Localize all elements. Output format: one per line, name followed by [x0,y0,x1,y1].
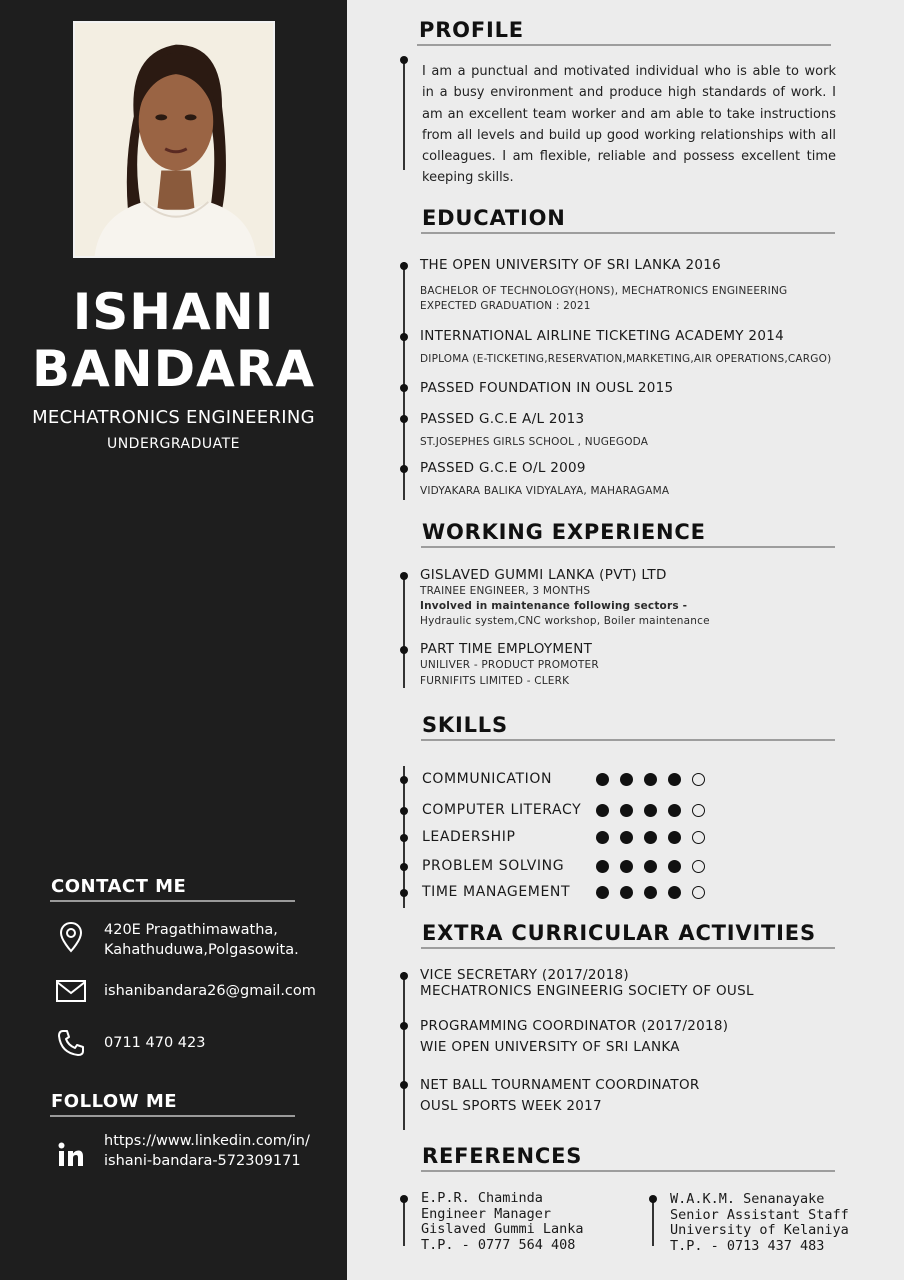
skill-rating [596,804,705,817]
experience-detail: Involved in maintenance following sectors - [420,600,688,612]
rating-dot-filled [596,860,609,873]
references-divider [421,1170,835,1172]
reference-org: University of Kelaniya [670,1222,849,1238]
activity-detail: OUSL SPORTS WEEK 2017 [420,1098,602,1114]
education-bullet [400,262,408,270]
profile-photo [73,21,275,258]
reference-position: Senior Assistant Staff [670,1206,849,1223]
reference-phone: T.P. - 0777 564 408 [421,1236,576,1253]
education-bullet [400,384,408,392]
profile-divider [417,44,831,46]
activity-title: NET BALL TOURNAMENT COORDINATOR [420,1077,700,1093]
rating-dot-filled [644,831,657,844]
rating-dot-filled [668,804,681,817]
rating-dot-empty [692,860,705,873]
rating-dot-empty [692,886,705,899]
rating-dot-filled [596,773,609,786]
references-timeline [652,1196,654,1246]
skill-bullet [400,776,408,784]
experience-detail: TRAINEE ENGINEER, 3 MONTHS [420,585,591,597]
phone-icon [54,1026,88,1060]
address-line1: 420E Pragathimawatha, [104,922,278,938]
experience-title: PART TIME EMPLOYMENT [420,641,593,657]
rating-dot-empty [692,773,705,786]
address-line2: Kahathuduwa,Polgasowita. [104,942,299,958]
experience-divider [421,546,835,548]
rating-dot-filled [668,831,681,844]
experience-detail: FURNIFITS LIMITED - CLERK [420,675,570,687]
education-detail: ST.JOSEPHES GIRLS SCHOOL , NUGEGODA [420,436,649,448]
mail-icon [54,974,88,1008]
reference-name: E.P.R. Chaminda [421,1190,543,1206]
phone-row[interactable] [54,1026,206,1060]
last-name: BANDARA [31,340,316,398]
skill-rating [596,886,705,899]
education-detail: BACHELOR OF TECHNOLOGY(HONS), MECHATRONICS ENGINEERING [420,285,788,297]
first-name: ISHANI [72,283,275,341]
activity-bullet [400,1081,408,1089]
rating-dot-filled [596,831,609,844]
rating-dot-filled [668,886,681,899]
rating-dot-empty [692,804,705,817]
education-title: INTERNATIONAL AIRLINE TICKETING ACADEMY 2014 [420,328,784,344]
skill-label: TIME MANAGEMENT [422,884,571,900]
skill-rating [596,773,705,786]
rating-dot-filled [644,886,657,899]
job-subtitle: UNDERGRADUATE [106,436,241,452]
education-title: PASSED FOUNDATION IN OUSL 2015 [420,380,674,396]
skill-bullet [400,889,408,897]
linkedin-line2[interactable]: ishani-bandara-572309171 [104,1153,301,1169]
experience-detail: Hydraulic system,CNC workshop, Boiler maintenance [420,615,710,627]
experience-detail: UNILIVER - PRODUCT PROMOTER [420,659,599,671]
skill-label: LEADERSHIP [422,829,516,845]
follow-heading: FOLLOW ME [51,1091,178,1112]
email-text[interactable]: ishanibandara26@gmail.com [104,983,316,999]
profile-bullet [400,56,408,64]
skill-bullet [400,863,408,871]
skills-heading: SKILLS [422,713,508,737]
reference-phone: T.P. - 0713 437 483 [670,1237,825,1254]
skill-rating [596,831,705,844]
rating-dot-filled [620,804,633,817]
profile-text: I am a punctual and motivated individual who is able to work in a busy environment and produce high standards of work. I am an excellent team worker and am able to take instructions from all levels and build up good working relationships with all colleagues. I am flexible, reliable and possess excellent time keeping skills. [422,64,836,186]
rating-dot-filled [668,773,681,786]
rating-dot-filled [644,804,657,817]
activities-divider [421,947,835,949]
location-pin-icon [54,920,88,954]
rating-dot-filled [644,860,657,873]
rating-dot-filled [596,804,609,817]
skill-label: COMMUNICATION [422,771,553,787]
activity-title: PROGRAMMING COORDINATOR (2017/2018) [420,1018,729,1034]
sidebar [0,0,347,1280]
rating-dot-filled [596,886,609,899]
linkedin-icon [54,1138,88,1172]
main-content [347,0,904,1280]
reference-bullet [649,1195,657,1203]
reference-org: Gislaved Gummi Lanka [421,1221,584,1237]
education-heading: EDUCATION [422,206,566,230]
experience-heading: WORKING EXPERIENCE [422,520,706,544]
phone-text[interactable]: 0711 470 423 [104,1035,206,1051]
linkedin-row[interactable] [54,1133,310,1172]
reference-name: W.A.K.M. Senanayake [670,1191,825,1207]
education-title: PASSED G.C.E O/L 2009 [420,460,586,476]
contact-heading: CONTACT ME [51,876,187,897]
activity-detail: MECHATRONICS ENGINEERIG SOCIETY OF OUSL [420,983,754,999]
references-timeline [403,1196,405,1246]
skill-bullet [400,807,408,815]
address-row [54,920,299,958]
rating-dot-filled [620,773,633,786]
education-title: THE OPEN UNIVERSITY OF SRI LANKA 2016 [420,257,722,273]
linkedin-line1[interactable]: https://www.linkedin.com/in/ [104,1133,310,1149]
activity-detail: WIE OPEN UNIVERSITY OF SRI LANKA [420,1039,680,1055]
follow-divider [50,1115,295,1117]
education-bullet [400,333,408,341]
rating-dot-empty [692,831,705,844]
skills-divider [421,739,835,741]
email-row[interactable] [54,974,316,1008]
profile-heading: PROFILE [419,18,524,42]
skill-label: PROBLEM SOLVING [422,858,565,874]
skill-rating [596,860,705,873]
skill-bullet [400,834,408,842]
reference-bullet [400,1195,408,1203]
rating-dot-filled [620,860,633,873]
education-detail: EXPECTED GRADUATION : 2021 [420,300,591,312]
references-heading: REFERENCES [422,1144,583,1168]
reference-position: Engineer Manager [421,1205,552,1222]
experience-title: GISLAVED GUMMI LANKA (PVT) LTD [420,567,667,583]
reference-card [421,1191,584,1253]
rating-dot-filled [620,831,633,844]
education-title: PASSED G.C.E A/L 2013 [420,411,585,427]
skill-label: COMPUTER LITERACY [422,802,582,818]
education-bullet [400,465,408,473]
activities-timeline [403,972,405,1130]
education-detail: VIDYAKARA BALIKA VIDYALAYA, MAHARAGAMA [420,485,670,497]
experience-timeline [403,574,405,688]
rating-dot-filled [668,860,681,873]
education-detail: DIPLOMA (E-TICKETING,RESERVATION,MARKETING,AIR OPERATIONS,CARGO) [420,353,832,365]
experience-bullet [400,646,408,654]
activity-bullet [400,1022,408,1030]
experience-bullet [400,572,408,580]
profile-timeline [403,60,405,170]
activity-bullet [400,972,408,980]
rating-dot-filled [620,886,633,899]
job-title: MECHATRONICS ENGINEERING [32,407,315,428]
reference-card [670,1192,849,1254]
activity-title: VICE SECRETARY (2017/2018) [420,967,629,983]
contact-divider [50,900,295,902]
education-bullet [400,415,408,423]
education-divider [421,232,835,234]
rating-dot-filled [644,773,657,786]
activities-heading: EXTRA CURRICULAR ACTIVITIES [422,921,816,945]
